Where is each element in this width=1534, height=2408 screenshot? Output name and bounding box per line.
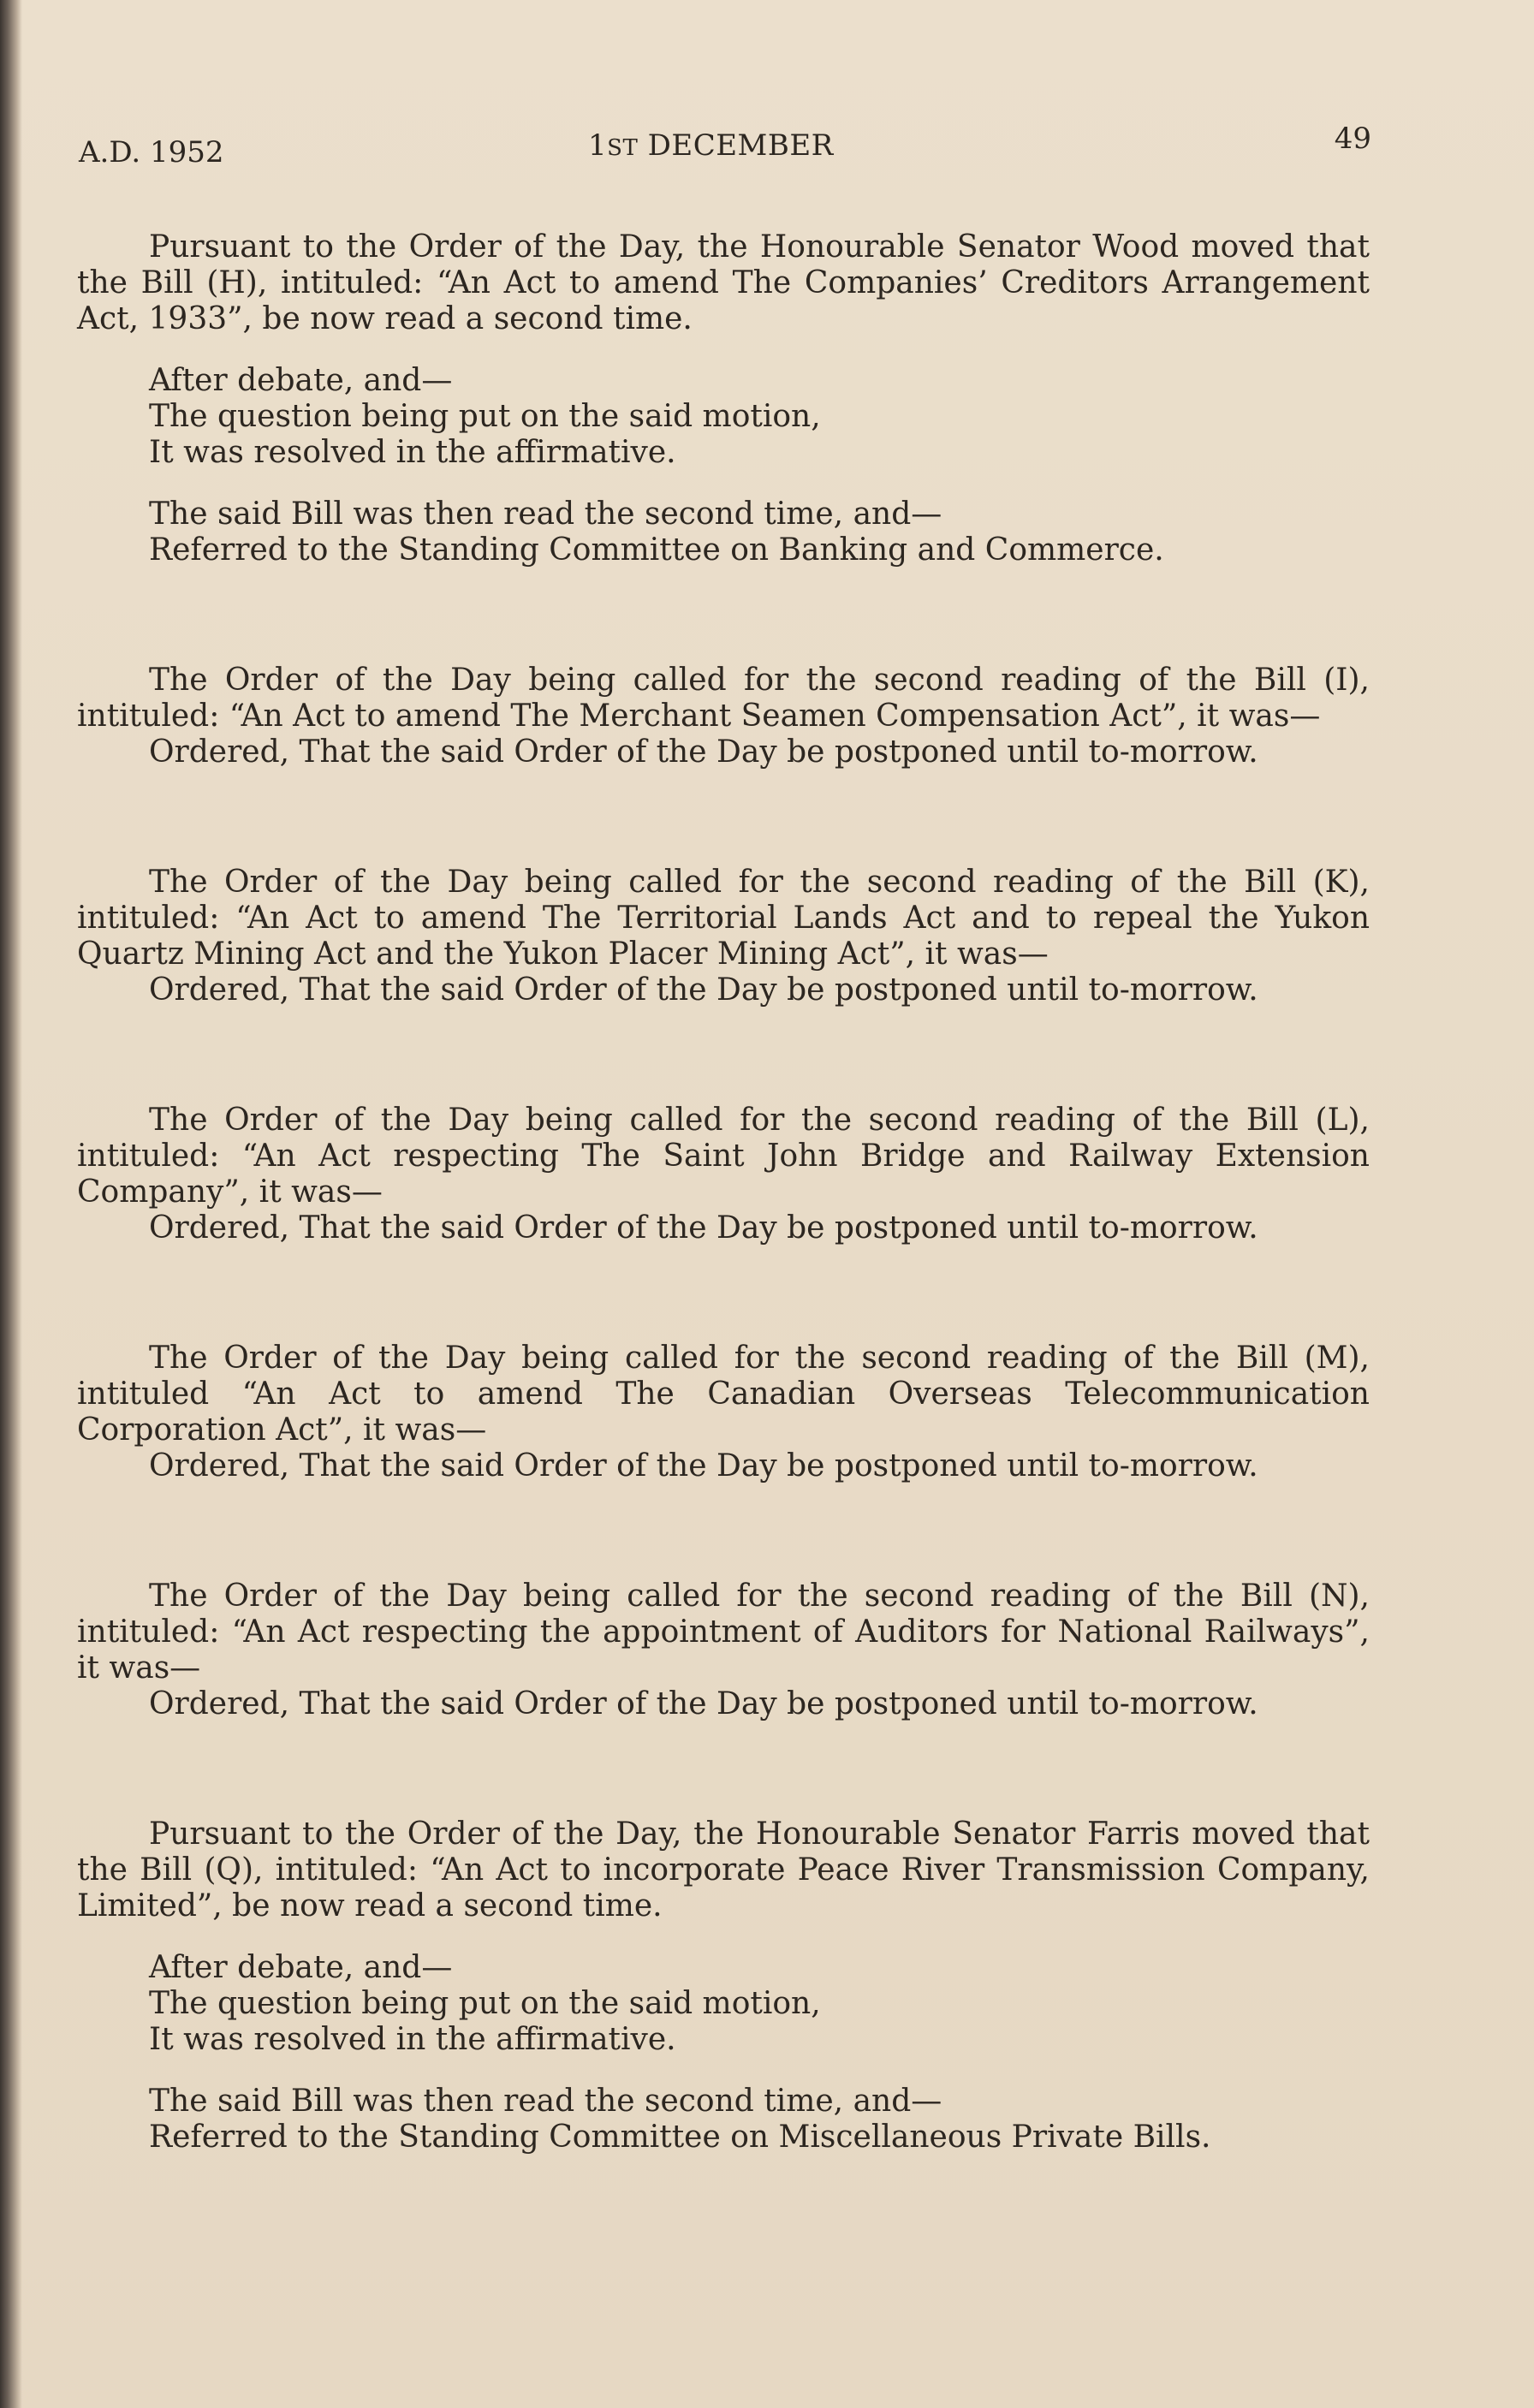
entry-paragraph: The Order of the Day being called for the second reading of the Bill (L), intituled: “An Act respecting The Saint John Bridge and Railway Extension Company”, it was— bbox=[77, 1103, 1370, 1210]
entry-line: Referred to the Standing Committee on Banking and Commerce. bbox=[149, 532, 1164, 568]
entry-line: The question being put on the said motion, bbox=[149, 399, 821, 434]
entry-line: After debate, and— bbox=[149, 1950, 453, 1985]
header-date-month: DECEMBER bbox=[647, 128, 834, 163]
page-header bbox=[79, 122, 1371, 171]
page-number: 49 bbox=[1334, 122, 1371, 156]
entry-order: Ordered, That the said Order of the Day be postponed until to-morrow. bbox=[149, 972, 1258, 1008]
entry-line: After debate, and— bbox=[149, 363, 453, 398]
entry-line: The said Bill was then read the second time, and— bbox=[149, 2084, 942, 2119]
entry-paragraph: The Order of the Day being called for the second reading of the Bill (M), intituled “An Act to amend The Canadian Overseas Telecommunication Corporation Act”, it was— bbox=[77, 1341, 1370, 1448]
entry-order: Ordered, That the said Order of the Day be postponed until to-morrow. bbox=[149, 1686, 1258, 1721]
entry-paragraph: The Order of the Day being called for the second reading of the Bill (K), intituled: “An Act to amend The Territorial Lands Act and to repeal the Yukon Quartz Mining Act and the Yukon Placer Mining Act”, it was— bbox=[77, 865, 1370, 972]
entry-bill-m bbox=[77, 1341, 1370, 1484]
entry-line: Referred to the Standing Committee on Miscellaneous Private Bills. bbox=[149, 2120, 1211, 2155]
entry-order: Ordered, That the said Order of the Day be postponed until to-morrow. bbox=[149, 1448, 1258, 1483]
entry-paragraph: Pursuant to the Order of the Day, the Honourable Senator Farris moved that the Bill (Q), intituled: “An Act to incorporate Peace River Transmission Company, Limited”, be now read a second time. bbox=[77, 1816, 1370, 1923]
entry-line: The said Bill was then read the second time, and— bbox=[149, 496, 942, 532]
entry-line: It was resolved in the affirmative. bbox=[149, 2022, 676, 2057]
header-date-day: 1 bbox=[588, 128, 608, 163]
entry-bill-q bbox=[77, 1816, 1370, 2155]
header-date bbox=[588, 128, 834, 163]
book-binding-edge bbox=[0, 0, 22, 2408]
header-year: A.D. 1952 bbox=[79, 135, 224, 169]
entry-paragraph: Pursuant to the Order of the Day, the Honourable Senator Wood moved that the Bill (H), intituled: “An Act to amend The Companies’ Creditors Arrangement Act, 1933”, be now read a second time. bbox=[77, 229, 1370, 336]
entry-line: It was resolved in the affirmative. bbox=[149, 435, 676, 470]
entry-order: Ordered, That the said Order of the Day be postponed until to-morrow. bbox=[149, 1210, 1258, 1246]
entry-paragraph: The Order of the Day being called for the second reading of the Bill (N), intituled: “An Act respecting the appointment of Auditors for National Railways”, it was— bbox=[77, 1579, 1370, 1686]
journal-body bbox=[77, 229, 1370, 2155]
entry-bill-i bbox=[77, 663, 1370, 770]
entry-order: Ordered, That the said Order of the Day be postponed until to-morrow. bbox=[149, 734, 1258, 770]
entry-bill-k bbox=[77, 865, 1370, 1008]
entry-bill-n bbox=[77, 1579, 1370, 1722]
entry-line: The question being put on the said motion, bbox=[149, 1986, 821, 2021]
entry-paragraph: The Order of the Day being called for the second reading of the Bill (I), intituled: “An Act to amend The Merchant Seamen Compensation Act”, it was— bbox=[77, 663, 1370, 734]
entry-bill-h bbox=[77, 229, 1370, 568]
entry-bill-l bbox=[77, 1103, 1370, 1246]
header-date-suffix: ST bbox=[607, 135, 639, 161]
